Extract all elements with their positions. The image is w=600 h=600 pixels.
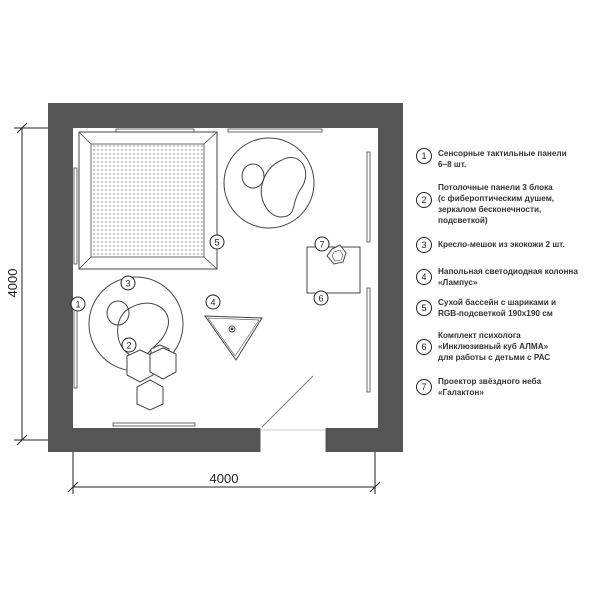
marker-5 [210, 235, 224, 249]
legend-text: Напольная светодиодная колонна «Лампус» [438, 267, 578, 287]
marker-7 [315, 237, 329, 251]
ceiling-panels [127, 345, 176, 410]
marker-3-label: 3 [125, 278, 131, 289]
marker-4 [206, 295, 220, 309]
marker-2-label: 2 [126, 340, 132, 351]
marker-1 [71, 297, 85, 311]
legend-text: Кресло-мешок из экокожи 2 шт. [438, 240, 565, 249]
led-column [205, 316, 262, 360]
legend-number: 1 [416, 148, 432, 164]
legend-number: 6 [416, 339, 432, 355]
bean-bag-chair [224, 138, 314, 228]
legend-text: Сухой бассейн с шариками и RGB-подсветкой 190х190 см [438, 298, 557, 318]
height-label: 4000 [5, 268, 20, 298]
legend-number: 7 [416, 379, 432, 395]
dry-pool [79, 132, 220, 269]
marker-1-label: 1 [75, 299, 81, 310]
legend-text: Комплект психолога «Инклюзивный куб АЛМА» для работы с детьми с РАС [438, 331, 551, 362]
legend-number: 3 [416, 237, 432, 253]
legend-text: Потолочные панели 3 блока (с фиберoптическим душем, зеркалом бесконечности, подсветкой) [438, 183, 555, 225]
door-opening [260, 427, 326, 453]
marker-5-label: 5 [214, 237, 220, 248]
marker-2 [122, 338, 136, 352]
legend-item-2 [416, 182, 600, 230]
legend-number: 4 [416, 269, 432, 285]
marker-4-label: 4 [210, 297, 216, 308]
width-label: 4000 [209, 471, 239, 486]
marker-3 [121, 276, 135, 290]
marker-7-label: 7 [319, 239, 325, 250]
legend-number: 5 [416, 300, 432, 316]
legend-item-7 [416, 376, 600, 416]
legend-item-6 [416, 330, 600, 366]
legend-number: 2 [416, 192, 432, 208]
psychologist-kit [307, 245, 360, 293]
legend-text: Проектор звёздного неба «Галактон» [438, 377, 542, 397]
marker-6 [314, 291, 328, 305]
marker-6-label: 6 [318, 293, 324, 304]
door-leaf [262, 376, 313, 427]
legend-text: Сенсорные тактильные панели 6–8 шт. [438, 149, 567, 169]
